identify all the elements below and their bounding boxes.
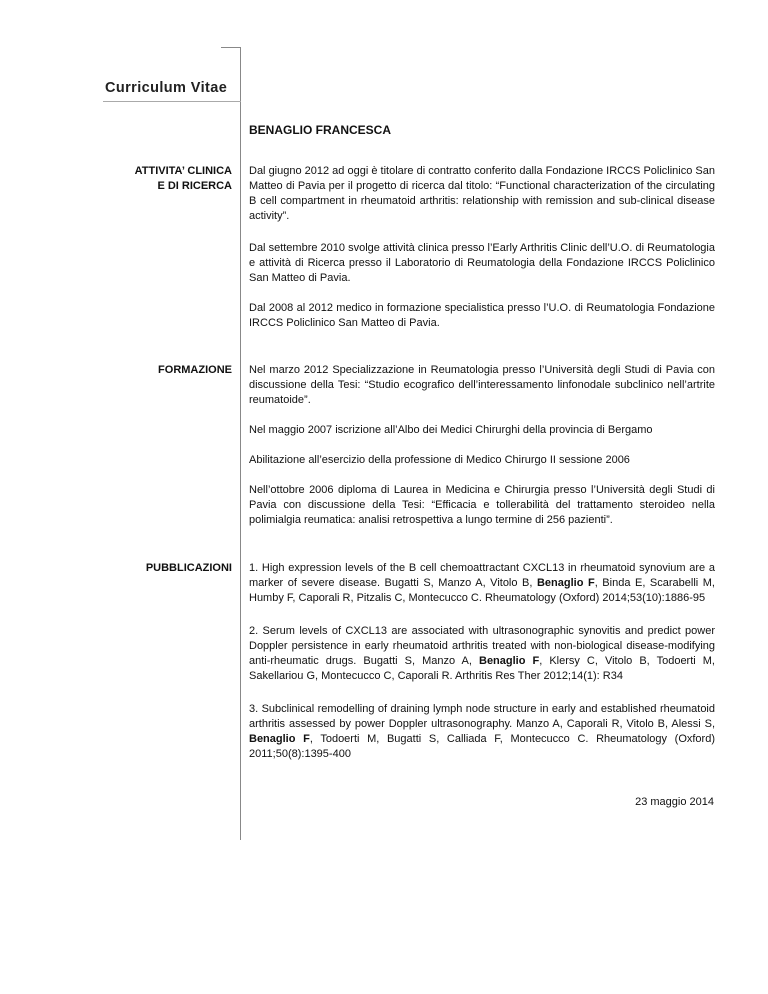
clinical-item-3: Dal 2008 al 2012 medico in formazione specialistica presso l’U.O. di Reumatologia Fondazione IRCCS Policlinico San Matteo di Pavia. (249, 302, 715, 329)
clinical-item-2: Dal settembre 2010 svolge attività clinica presso l’Early Arthritis Clinic dell’U.O. di Reumatologia e attività di Ricerca presso il Laboratorio di Reumatologia della Fondazione IRCCS Policlinico San Matteo di Pavia. (249, 242, 715, 284)
education-item-4: Nell’ottobre 2006 diploma di Laurea in Medicina e Chirurgia presso l’Università degli Studi di Pavia con discussione della Tesi: “Efficacia e tollerabilità del trattamento steroideo nella polimialgia reumatica: analisi retrospettiva a lungo termine di 256 pazienti”. (249, 484, 715, 526)
publication-3-text-a: 3. Subclinical remodelling of draining lymph node structure in early and established rheumatoid arthritis assessed by power Doppler ultrasonography. Manzo A, Caporali R, Vitolo B, Alessi S, (249, 703, 715, 730)
education-item-3: Abilitazione all’esercizio della professione di Medico Chirurgo II sessione 2006 (249, 454, 630, 466)
publication-1-text-a: 1. High expression levels of the B cell chemoattractant CXCL13 in rheumatoid synovium are a marker of severe disease. Bugatti S, Manzo A, Vitolo B, (249, 562, 715, 589)
education-item-1: Nel marzo 2012 Specializzazione in Reumatologia presso l’Università degli Studi di Pavia con discussione della Tesi: “Studio ecografico dell’interessamento linfonodale subclinico nell’artrite reumatoide”. (249, 364, 715, 406)
publication-item-3 (249, 702, 715, 762)
section-label-publications: PUBBLICAZIONI (145, 562, 232, 574)
document-date: 23 maggio 2014 (635, 796, 714, 808)
section-label-clinical (100, 164, 232, 194)
publication-1-text-b: , Binda E, Scarabelli M, Humby F, Caporali R, Pitzalis C, Montecucco C. Rheumatology (Oxford) 2014;53(10):1886-95 (249, 577, 715, 604)
vertical-divider (240, 47, 241, 840)
person-name: BENAGLIO FRANCESCA (249, 123, 392, 137)
section-label-education: FORMAZIONE (158, 364, 232, 376)
clinical-item-1: Dal giugno 2012 ad oggi è titolare di contratto conferito dalla Fondazione IRCCS Policlinico San Matteo di Pavia per il progetto di ricerca dal titolo: “Functional characterization of the circulating B cell compartment in rheumatoid arthritis: relationship with remission and sub-clinical disease activity”. (249, 165, 715, 222)
section-label-clinical-line1: ATTIVITA’ CLINICA (134, 165, 232, 177)
publication-2-author-highlight: Benaglio F (479, 655, 540, 667)
publication-item-1 (249, 561, 715, 606)
cv-title: Curriculum Vitae (105, 80, 228, 96)
title-underline (103, 101, 241, 102)
publication-item-2 (249, 624, 715, 684)
publication-1-author-highlight: Benaglio F (536, 577, 595, 589)
publication-2-text-b: , Klersy C, Vitolo B, Todoerti M, Sakellariou G, Montecucco C, Caporali R. Arthritis Res Ther 2012;14(1): R34 (249, 655, 715, 682)
section-label-clinical-line2: E DI RICERCA (157, 180, 232, 192)
publication-2-text-a: 2. Serum levels of CXCL13 are associated with ultrasonographic synovitis and predict power Doppler persistence in early rheumatoid arthritis treated with non-biological disease-modifying anti-rheumatic drugs. Bugatti S, Manzo A, (249, 625, 715, 667)
top-rule (221, 47, 241, 48)
education-item-2: Nel maggio 2007 iscrizione all’Albo dei Medici Chirurghi della provincia di Bergamo (249, 424, 653, 436)
publication-3-author-highlight: Benaglio F (249, 733, 310, 745)
publication-3-text-b: , Todoerti M, Bugatti S, Calliada F, Montecucco C. Rheumatology (Oxford) 2011;50(8):1395-400 (249, 733, 715, 760)
